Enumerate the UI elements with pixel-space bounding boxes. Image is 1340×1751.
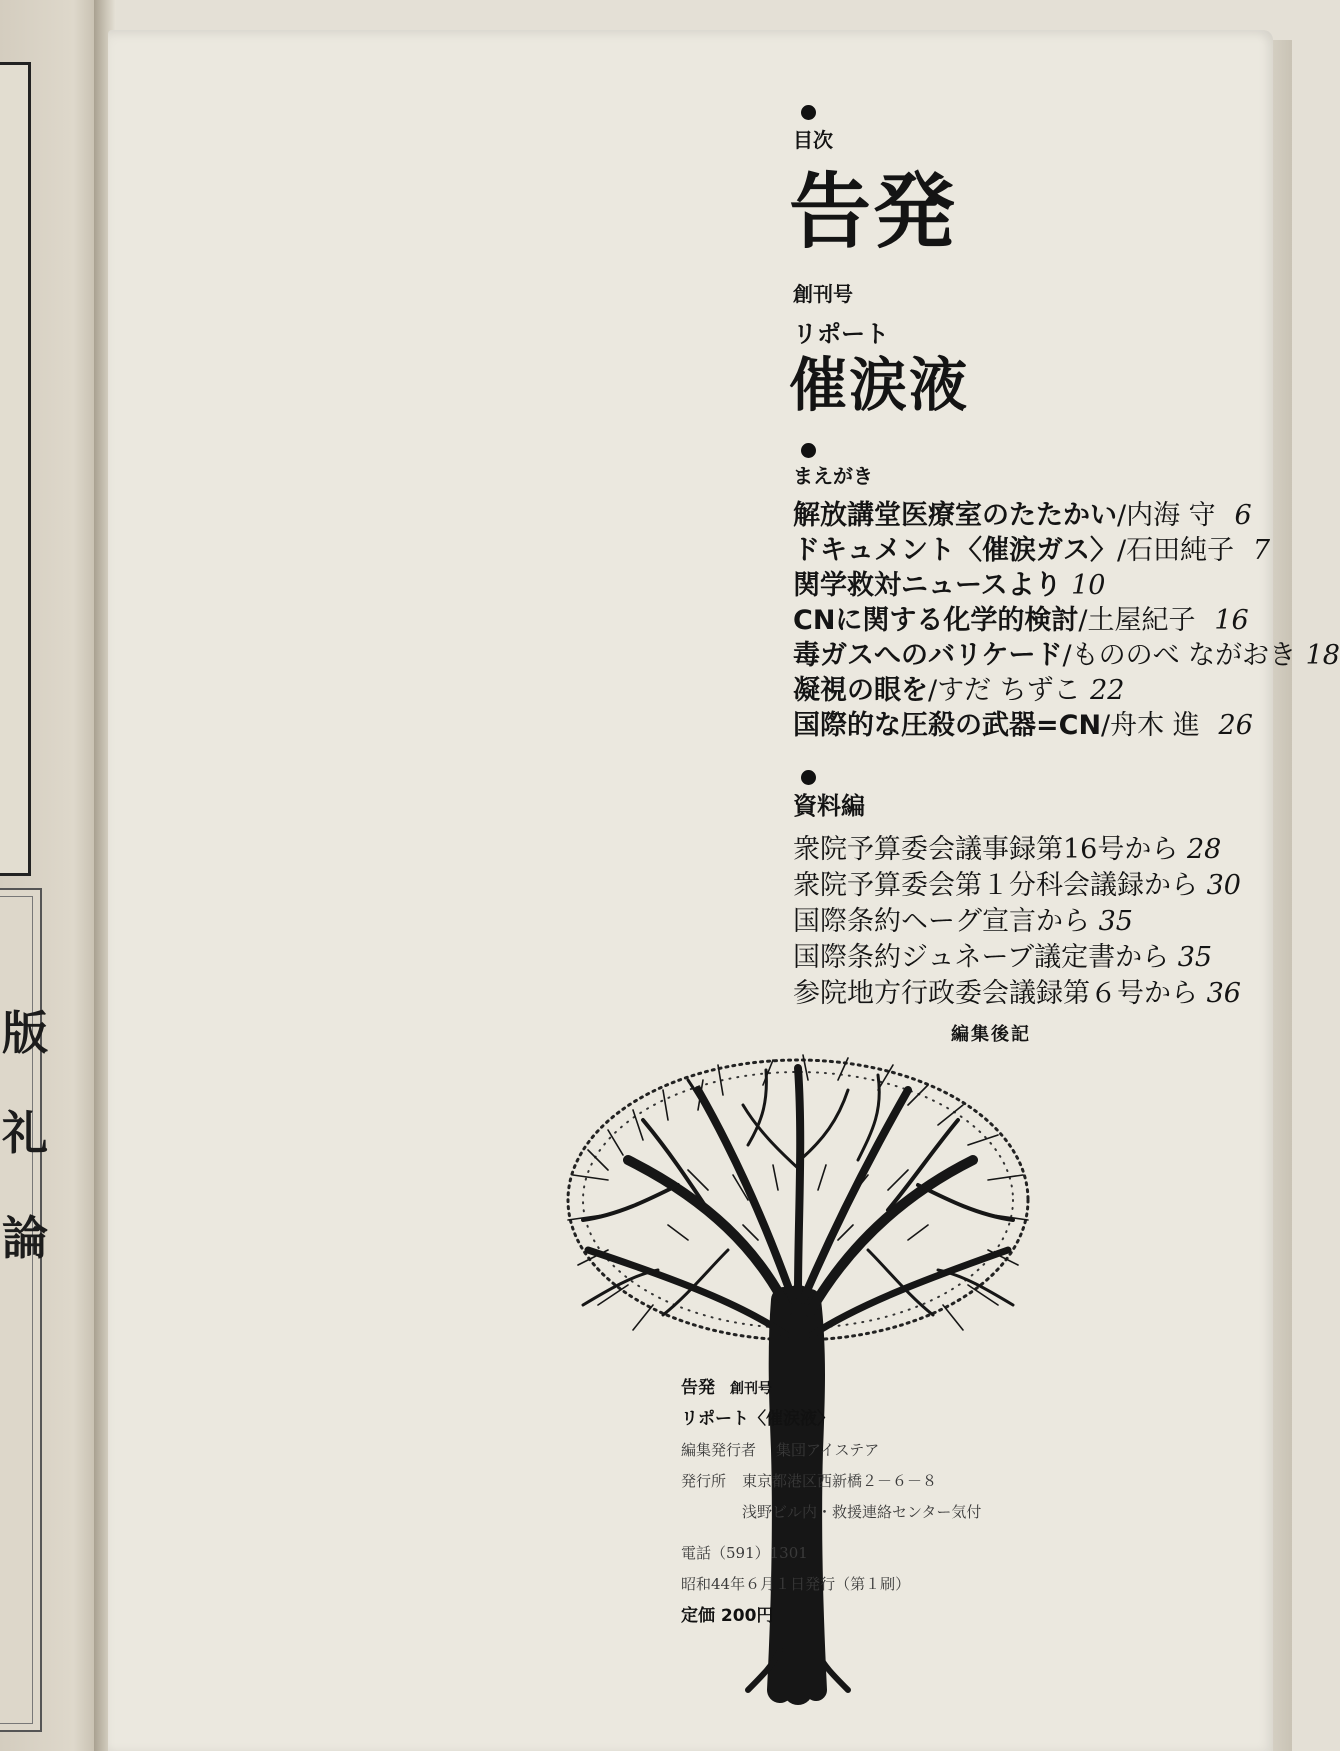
toc-entry[interactable]: CNに関する化学的検討/土屋紀子 16 xyxy=(793,605,1249,636)
left-page-glyph: 論 xyxy=(2,1211,48,1265)
bullet-icon xyxy=(801,443,816,458)
section-maegaki: まえがき xyxy=(793,464,873,488)
left-page-frame xyxy=(0,62,31,876)
toc-entry[interactable]: 凝視の眼を/すだ ちずこ 22 xyxy=(793,675,1125,706)
section-shiryo: 資料編 xyxy=(793,792,865,820)
left-page-glyph: 版 xyxy=(2,1006,48,1060)
colophon-report: リポート〈催涙液〉 xyxy=(681,1409,834,1429)
issue-label: 創刊号 xyxy=(793,282,853,306)
magazine-title: 告発 xyxy=(789,165,958,260)
document-entry[interactable]: 衆院予算委会議事録第16号から 28 xyxy=(793,834,1222,865)
colophon-address-building: 浅野ビル内・救援連絡センター気付 xyxy=(742,1503,982,1521)
tree-illustration xyxy=(548,1050,1048,1690)
colophon-title: 告発 xyxy=(681,1378,715,1398)
toc-entry[interactable]: ドキュメント〈催涙ガス〉/石田純子 7 xyxy=(793,535,1271,566)
colophon-issue: 創刊号 xyxy=(730,1381,772,1397)
toc-entry[interactable]: 国際的な圧殺の武器=CN/舟木 進 26 xyxy=(793,710,1253,741)
document-entry[interactable]: 参院地方行政委会議録第６号から 36 xyxy=(793,978,1241,1009)
document-entry[interactable]: 衆院予算委会第１分科会議録から 30 xyxy=(793,870,1241,901)
colophon-office-label: 発行所 xyxy=(681,1472,727,1490)
document-entry[interactable]: 国際条約ヘーグ宣言から 35 xyxy=(793,906,1133,937)
toc-entry[interactable]: 関学救対ニュースより 10 xyxy=(793,570,1106,601)
toc-entry[interactable]: 解放講堂医療室のたたかい/内海 守 6 xyxy=(793,500,1252,531)
colophon-publisher-label: 編集発行者 xyxy=(681,1441,757,1459)
left-page-glyph: 礼 xyxy=(2,1106,48,1160)
bullet-icon xyxy=(801,105,816,120)
report-title: 催涙液 xyxy=(789,351,970,419)
colophon-address: 東京都港区西新橋２－６－８ xyxy=(742,1472,938,1490)
contents-page xyxy=(108,30,1340,1751)
contents-label: 目次 xyxy=(793,128,833,152)
document-entry[interactable]: 国際条約ジュネーブ議定書から 35 xyxy=(793,942,1213,973)
colophon-date: 昭和44年６月１日発行（第１刷） xyxy=(681,1575,911,1593)
left-page xyxy=(0,0,105,1751)
postscript-entry[interactable]: 編集後記 xyxy=(951,1024,1031,1045)
bullet-icon xyxy=(801,770,816,785)
colophon-phone: 電話（591）1301 xyxy=(681,1544,808,1562)
colophon-publisher: 集団アイステア xyxy=(776,1441,880,1459)
toc-entry[interactable]: 毒ガスへのバリケード/もののべ ながおき 18 xyxy=(793,640,1340,671)
colophon-price: 定価 200円 xyxy=(681,1606,774,1626)
report-label: リポート xyxy=(793,320,889,348)
left-page-frame-lower xyxy=(0,888,48,1732)
